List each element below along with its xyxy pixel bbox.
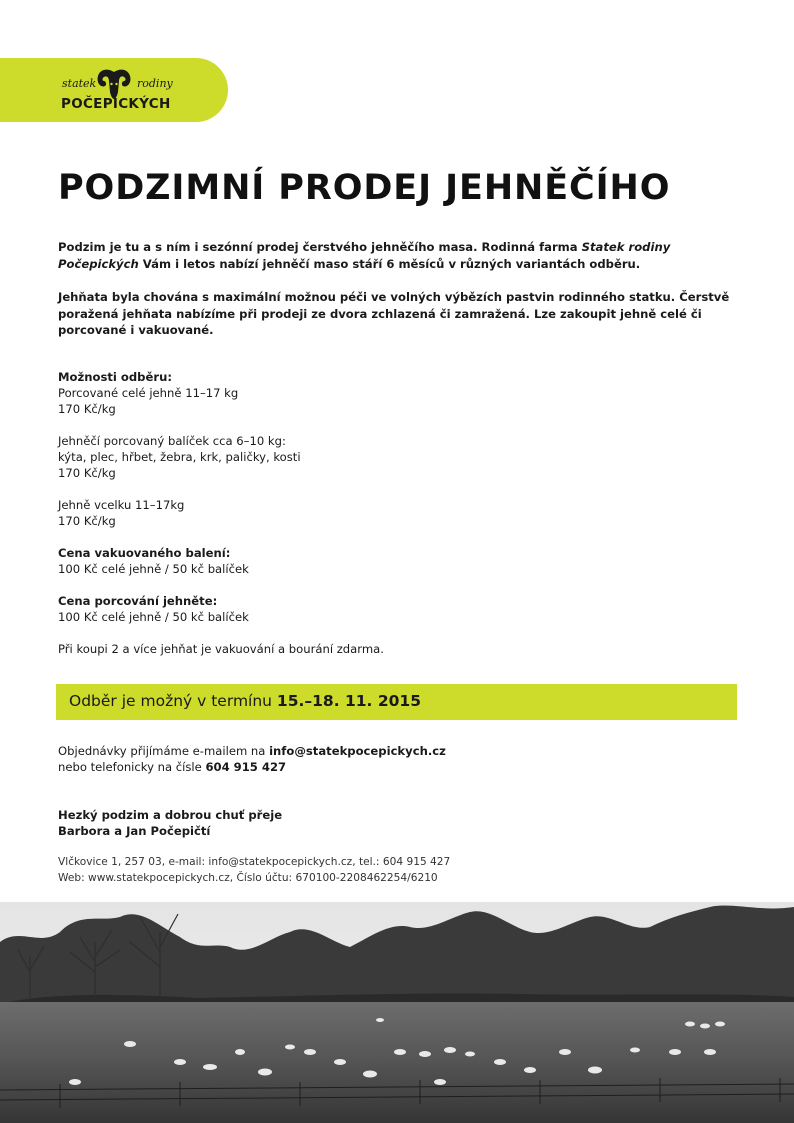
cutting-price: 100 Kč celé jehně / 50 kč balíček: [58, 610, 249, 624]
option-price: 170 Kč/kg: [58, 514, 116, 528]
pickup-date-banner: [56, 684, 737, 720]
option-price: 170 Kč/kg: [58, 466, 116, 480]
pickup-label: Odběr je možný v termínu: [69, 692, 277, 710]
footer-address: Vlčkovice 1, 257 03, e-mail: info@statekpocepickych.cz, tel.: 604 915 427: [58, 856, 451, 868]
intro-text-1: Podzim je tu a s ním i sezónní prodej čerstvého jehněčího masa. Rodinná farma: [58, 240, 582, 254]
options-heading: Možnosti odběru:: [58, 370, 172, 384]
option-name: Porcované celé jehně 11–17 kg: [58, 386, 239, 400]
footer-web-account: Web: www.statekpocepickych.cz, Číslo účtu: 670100-2208462254/6210: [58, 872, 438, 884]
option-name: Jehněčí porcovaný balíček cca 6–10 kg:: [58, 434, 286, 448]
orders-line-phone: [58, 759, 286, 775]
logo-name: POČEPICKÝCH: [61, 96, 171, 112]
intro-text-2: Vám i letos nabízí jehněčí maso stáří 6 měsíců v různých variantách odběru.: [138, 256, 641, 271]
signoff-line-2: Barbora a Jan Počepičtí: [58, 824, 211, 838]
orders-email[interactable]: info@statekpocepickych.cz: [269, 744, 446, 758]
option-name: Jehně vcelku 11–17kg: [58, 498, 185, 512]
logo-word-statek: statek: [62, 77, 97, 90]
cutting-heading: Cena porcování jehněte:: [58, 594, 218, 608]
intro-paragraph: [58, 239, 738, 272]
vacuum-price: 100 Kč celé jehně / 50 kč balíček: [58, 562, 249, 576]
sheep-pasture-photo: [0, 902, 794, 1123]
orders-line-email: [58, 743, 446, 759]
signoff-line-1: Hezký podzim a dobrou chuť přeje: [58, 808, 283, 822]
logo-word-rodiny: rodiny: [137, 77, 173, 90]
orders-phone[interactable]: 604 915 427: [205, 760, 287, 774]
pickup-date: 15.–18. 11. 2015: [276, 692, 421, 710]
farm-name: Statek rodiny Počepických: [58, 240, 671, 271]
orders-email-prefix: Objednávky přijímáme e-mailem na: [58, 744, 270, 758]
option-price: 170 Kč/kg: [58, 402, 116, 416]
option-detail: kýta, plec, hřbet, žebra, krk, paličky, kosti: [58, 450, 301, 464]
page-title: PODZIMNÍ PRODEJ JEHNĚČÍHO: [58, 168, 671, 208]
free-service-note: Při koupi 2 a více jehňat je vakuování a bourání zdarma.: [58, 642, 384, 656]
vacuum-heading: Cena vakuovaného balení:: [58, 546, 231, 560]
pickup-date-text: [69, 692, 421, 710]
orders-phone-prefix: nebo telefonicky na čísle: [58, 760, 206, 774]
description-paragraph: Jehňata byla chována s maximální možnou péči ve volných výbězích pastvin rodinného statku. Čerstvě poražená jehňata nabízíme při prodeji ze dvora zchlazená či zamražená. Lze zakoupit jehně celé či porcované i vakuované.: [58, 290, 730, 337]
